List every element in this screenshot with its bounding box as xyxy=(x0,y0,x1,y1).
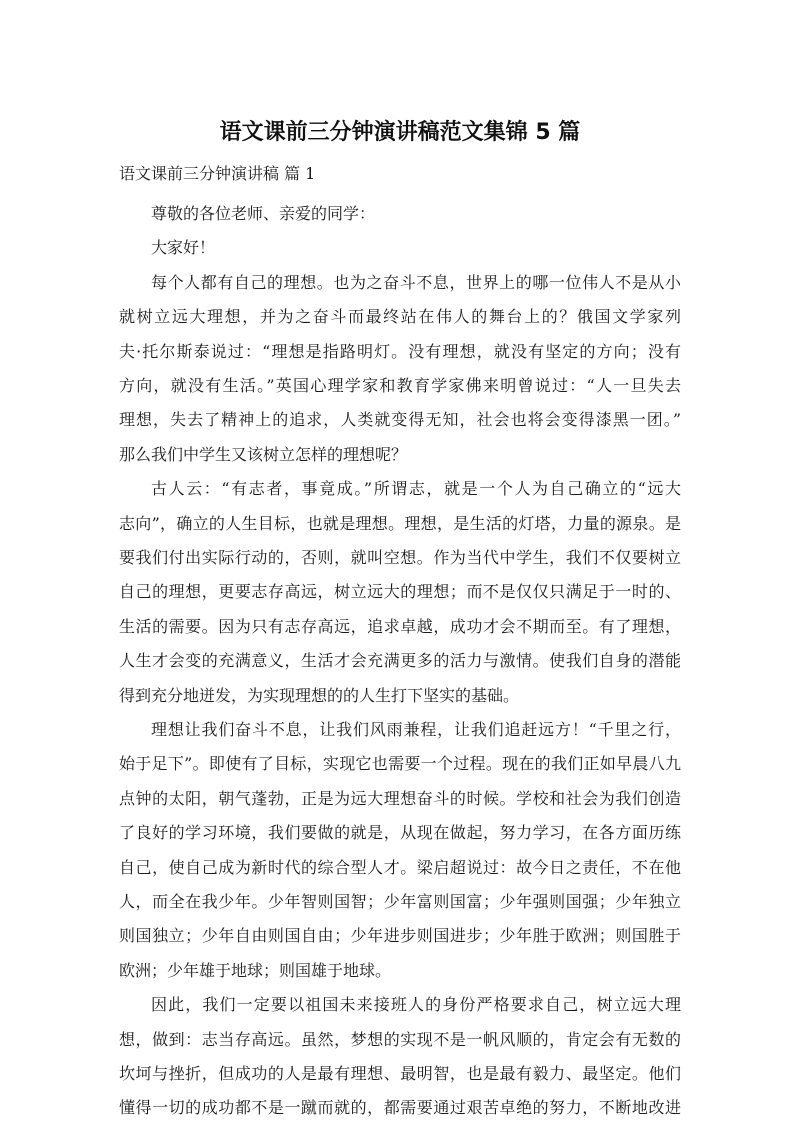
body-text-line: 了良好的学习环境，我们要做的就是，从现在做起，努力学习，在各方面历练 xyxy=(119,823,681,843)
body-text-line: 理想让我们奋斗不息，让我们风雨兼程，让我们追赶远方！“千里之行， xyxy=(151,720,681,739)
body-text-line: 则国独立；少年自由则国自由；少年进步则国进步；少年胜于欧洲；则国胜于 xyxy=(119,926,681,946)
body-text-line: 懂得一切的成功都不是一蹴而就的，都需要通过艰苦卓绝的努力，不断地改进 xyxy=(119,1098,681,1118)
body-text-line: 想，做到：志当存高远。虽然，梦想的实现不是一帆风顺的，肯定会有无数的 xyxy=(119,1029,681,1049)
body-text-line: 自己的理想，更要志存高远，树立远大的理想；而不是仅仅只满足于一时的、 xyxy=(119,582,681,602)
body-text-line: 要我们付出实际行动的，否则，就叫空想。作为当代中学生，我们不仅要树立 xyxy=(119,548,681,567)
body-text-line: 古人云：“有志者，事竟成。”所谓志，就是一个人为自己确立的“远大 xyxy=(151,479,681,499)
body-text-line: 人，而全在我少年。少年智则国智；少年富则国富；少年强则国强；少年独立 xyxy=(119,892,681,911)
body-text-line: 因此，我们一定要以祖国未来接班人的身份严格要求自己，树立远大理 xyxy=(151,995,681,1015)
body-text-line: 方向，就没有生活。”英国心理学家和教育学家佛来明曾说过：“人一旦失去 xyxy=(119,376,681,395)
body-text-line: 得到充分地迸发，为实现理想的的人生打下坚实的基础。 xyxy=(119,685,520,705)
body-text-line: 理想，失去了精神上的追求，人类就变得无知，社会也将会变得漆黑一团。” xyxy=(119,410,681,430)
body-text-line: 点钟的太阳，朝气蓬勃，正是为远大理想奋斗的时候。学校和社会为我们创造 xyxy=(119,788,681,808)
document-title: 语文课前三分钟演讲稿范文集锦 5 篇 xyxy=(219,120,581,145)
body-text-line: 始于足下”。即使有了目标，实现它也需要一个过程。现在的我们正如早晨八九 xyxy=(119,754,681,774)
body-text-line: 大家好！ xyxy=(151,238,216,258)
body-text-line: 志向”，确立的人生目标，也就是理想。理想，是生活的灯塔，力量的源泉。是 xyxy=(119,513,681,533)
body-text-line: 那么我们中学生又该树立怎样的理想呢？ xyxy=(119,444,408,464)
body-text-line: 尊敬的各位老师、亲爱的同学： xyxy=(151,204,376,223)
body-text-line: 就树立远大理想，并为之奋斗而最终站在伟人的舞台上的？俄国文学家列 xyxy=(119,307,681,327)
body-text-line: 自己，使自己成为新时代的综合型人才。梁启超说过：故今日之责任，不在他 xyxy=(119,857,681,877)
section-heading: 语文课前三分钟演讲稿 篇 1 xyxy=(119,164,316,183)
body-text-line: 坎坷与挫折，但成功的人是最有理想、最明智，也是最有毅力、最坚定。他们 xyxy=(119,1064,681,1083)
body-text-line: 夫·托尔斯泰说过：“理想是指路明灯。没有理想，就没有坚定的方向；没有 xyxy=(119,341,681,361)
body-text-line: 人生才会变的充满意义，生活才会充满更多的活力与激情。使我们自身的潜能 xyxy=(119,651,681,671)
body-text-line: 生活的需要。因为只有志存高远，追求卓越，成功才会不期而至。有了理想， xyxy=(119,616,681,636)
body-text-line: 每个人都有自己的理想。也为之奋斗不息，世界上的哪一位伟人不是从小 xyxy=(151,272,681,292)
body-text-line: 欧洲；少年雄于地球；则国雄于地球。 xyxy=(119,960,392,980)
